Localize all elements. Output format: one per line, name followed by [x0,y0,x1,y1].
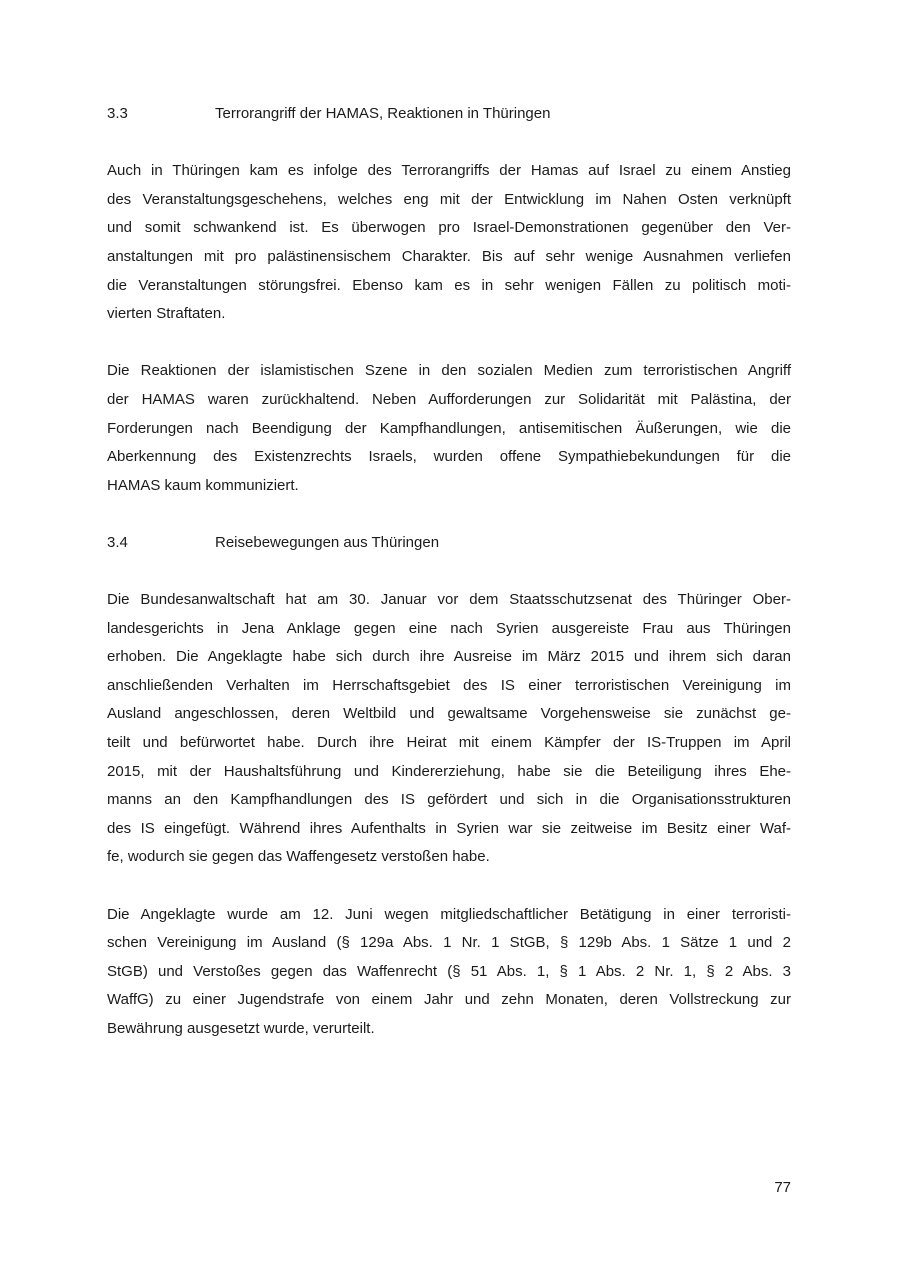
text-line: Aberkennung des Existenzrechts Israels, wurden offene Sympathiebekundungen für die [107,448,791,466]
page-number: 77 [774,1179,791,1196]
text-line: Die Reaktionen der islamistischen Szene in den sozialen Medien zum terroristischen Angriff [107,362,791,380]
text-line: WaffG) zu einer Jugendstrafe von einem Jahr und zehn Monaten, deren Vollstreckung zur [107,991,791,1009]
section-heading-3-3 [107,100,791,129]
text-line: und somit schwankend ist. Es überwogen pro Israel-Demonstrationen gegenüber den Ver- [107,219,791,237]
text-line: 2015, mit der Haushaltsführung und Kindererziehung, habe sie die Beteiligung ihres Ehe- [107,762,791,780]
text-line: Die Bundesanwaltschaft hat am 30. Januar vor dem Staatsschutzsenat des Thüringer Ober- [107,591,791,609]
text-line: fe, wodurch sie gegen das Waffengesetz verstoßen habe. [107,848,490,866]
text-line: Die Angeklagte wurde am 12. Juni wegen mitgliedschaftlicher Betätigung in einer terroristi- [107,905,791,923]
section-title: Reisebewegungen aus Thüringen [215,533,440,551]
text-line: schen Vereinigung im Ausland (§ 129a Abs. 1 Nr. 1 StGB, § 129b Abs. 1 Sätze 1 und 2 [107,934,791,952]
section-number: 3.3 [107,105,128,122]
text-line: des IS eingefügt. Während ihres Aufenthalts in Syrien war sie zeitweise im Besitz einer Waf- [107,819,791,837]
section-title: Terrorangriff der HAMAS, Reaktionen in Thüringen [215,105,551,122]
text-line: Ausland angeschlossen, deren Weltbild und gewaltsame Vorgehensweise sie zunächst ge- [107,705,791,723]
text-line: vierten Straftaten. [107,305,226,323]
text-line: des Veranstaltungsgeschehens, welches eng mit der Entwicklung im Nahen Osten verknüpft [107,190,791,208]
section-heading-3-4 [107,529,791,558]
text-line: Auch in Thüringen kam es infolge des Terrorangriffs der Hamas auf Israel zu einem Anstieg [107,162,791,180]
text-line: landesgerichts in Jena Anklage gegen eine nach Syrien ausgereiste Frau aus Thüringen [107,619,791,637]
text-line: Forderungen nach Beendigung der Kampfhandlungen, antisemitischen Äußerungen, wie die [107,419,791,437]
paragraph-indictment [107,586,791,872]
paragraph-reactions [107,357,791,500]
text-line: StGB) und Verstoßes gegen das Waffenrecht (§ 51 Abs. 1, § 1 Abs. 2 Nr. 1, § 2 Abs. 3 [107,962,791,980]
text-line: HAMAS kaum kommuniziert. [107,476,299,494]
text-line: die Veranstaltungen störungsfrei. Ebenso kam es in sehr wenigen Fällen zu politisch moti- [107,276,791,294]
text-line: Bewährung ausgesetzt wurde, verurteilt. [107,1020,375,1037]
section-number: 3.4 [107,533,128,551]
text-line: der HAMAS waren zurückhaltend. Neben Aufforderungen zur Solidarität mit Palästina, der [107,390,791,408]
paragraph-verdict [107,901,791,1044]
text-line: erhoben. Die Angeklagte habe sich durch ihre Ausreise im März 2015 und ihrem sich daran [107,648,791,666]
text-line: manns an den Kampfhandlungen des IS gefördert und sich in die Organisationsstrukturen [107,791,791,809]
text-line: anschließenden Verhalten im Herrschaftsgebiet des IS einer terroristischen Vereinigung im [107,676,791,694]
page-content [107,100,791,1072]
paragraph-events [107,157,791,329]
text-line: anstaltungen mit pro palästinensischem Charakter. Bis auf sehr wenige Ausnahmen verliefen [107,247,791,265]
text-line: teilt und befürwortet habe. Durch ihre Heirat mit einem Kämpfer der IS-Truppen im April [107,734,791,752]
